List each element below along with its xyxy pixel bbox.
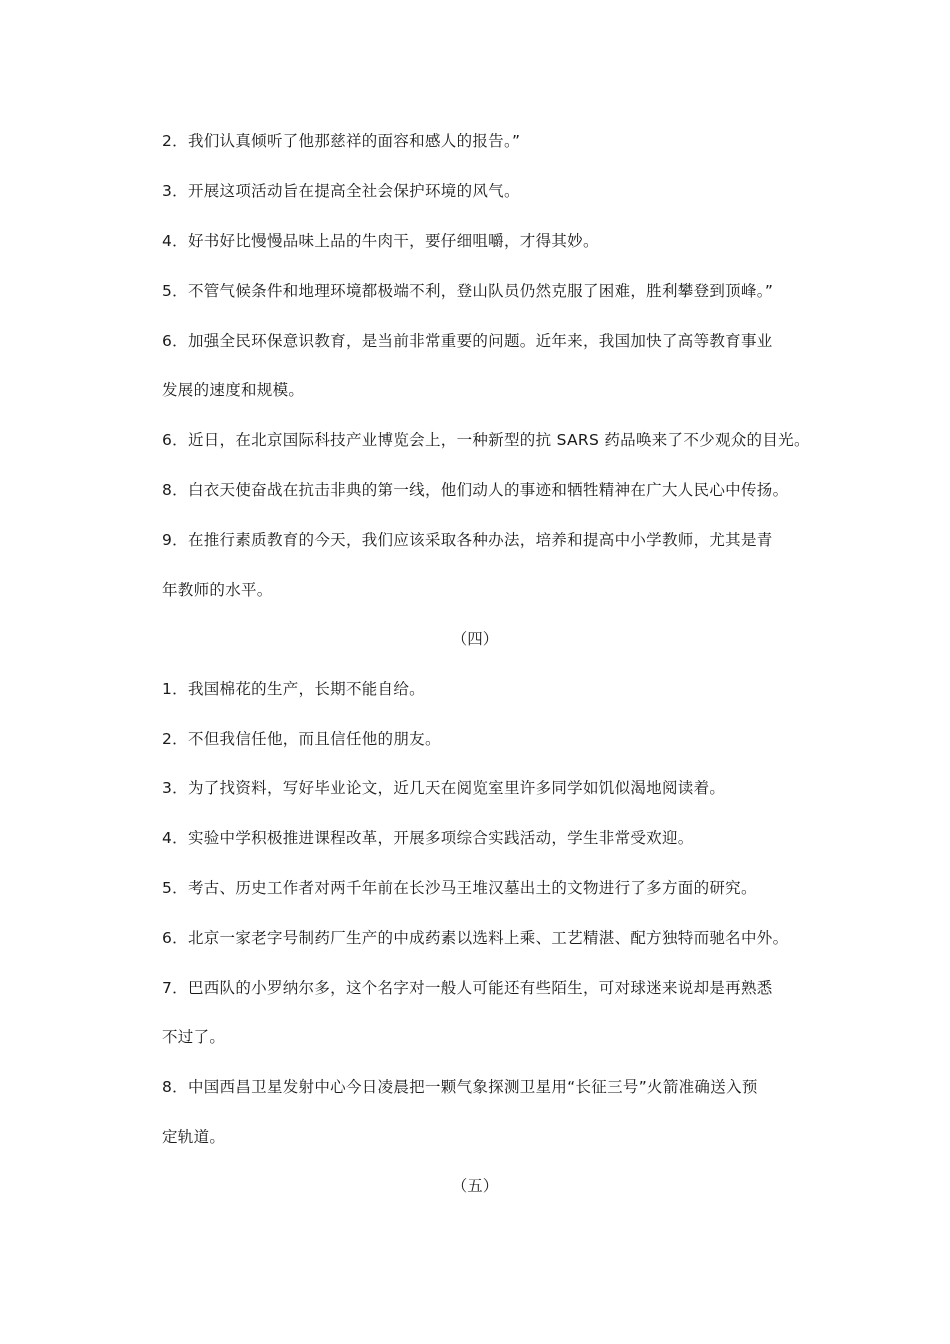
list-item: 6．北京一家老字号制药厂生产的中成药素以选料上乘、工艺精湛、配方独特而驰名中外。 [162,929,789,947]
list-item: 4．好书好比慢慢品味上品的牛肉干，要仔细咀嚼，才得其妙。 [162,232,599,250]
list-item-continuation: 年教师的水平。 [162,581,273,599]
list-item: 2．我们认真倾听了他那慈祥的面容和感人的报告。” [162,132,521,150]
list-item: 5．不管气候条件和地理环境都极端不利，登山队员仍然克服了困难，胜利攀登到顶峰。” [162,282,774,300]
list-item: 3．开展这项活动旨在提高全社会保护环境的风气。 [162,182,520,200]
list-item-continuation: 定轨道。 [162,1128,226,1146]
list-item: 7．巴西队的小罗纳尔多，这个名字对一般人可能还有些陌生，可对球迷来说却是再熟悉 [162,979,773,997]
list-item: 1．我国棉花的生产，长期不能自给。 [162,680,425,698]
list-item-continuation: 发展的速度和规模。 [162,381,305,399]
list-item: 6．近日，在北京国际科技产业博览会上，一种新型的抗 SARS 药品唤来了不少观众的目光。 [162,431,810,449]
list-item: 6．加强全民环保意识教育，是当前非常重要的问题。近年来，我国加快了高等教育事业 [162,332,773,350]
list-item: 3．为了找资料，写好毕业论文，近几天在阅览室里许多同学如饥似渴地阅读着。 [162,779,726,797]
list-item: 9．在推行素质教育的今天，我们应该采取各种办法，培养和提高中小学教师，尤其是青 [162,531,773,549]
list-item: 4．实验中学积极推进课程改革，开展多项综合实践活动，学生非常受欢迎。 [162,829,694,847]
list-item: 2．不但我信任他，而且信任他的朋友。 [162,730,441,748]
list-item-continuation: 不过了。 [162,1028,226,1046]
list-item: 8．中国西昌卫星发射中心今日凌晨把一颗气象探测卫星用“长征三号”火箭准确送入预 [162,1078,758,1096]
list-item: 5．考古、历史工作者对两千年前在长沙马王堆汉墓出土的文物进行了多方面的研究。 [162,879,757,897]
section-heading-5: （五） [451,1177,499,1195]
list-item: 8．白衣天使奋战在抗击非典的第一线，他们动人的事迹和牺牲精神在广大人民心中传扬。 [162,481,789,499]
section-heading-4: （四） [451,630,499,648]
